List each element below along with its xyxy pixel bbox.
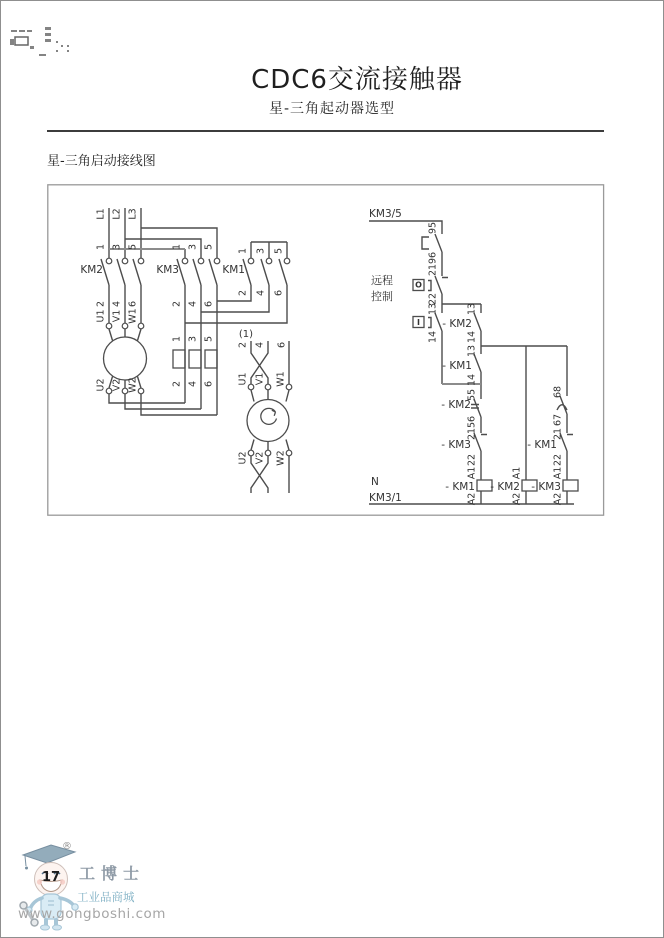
motor-terminal-label: W1	[275, 371, 287, 387]
coil-label-km3: - KM3	[531, 481, 561, 493]
motor-terminal-label: W2	[275, 450, 287, 466]
pole-label: 3	[255, 247, 267, 255]
pole-label: 4	[111, 300, 123, 308]
contact-label-km2-timed: - KM2	[441, 399, 471, 411]
pole-label: 2	[171, 300, 183, 308]
page-title: CDC6交流接触器	[251, 65, 463, 95]
pole-label: 2	[237, 289, 249, 297]
terminal-13: 13	[466, 302, 478, 316]
pole-label: 5	[203, 243, 215, 251]
rotation-arrow-icon	[261, 408, 277, 424]
pole-label: 4	[254, 341, 266, 349]
wiring-diagram	[1, 1, 664, 938]
control-circuit	[369, 208, 578, 505]
phase-label-l2: L2	[111, 208, 123, 220]
motor-terminal-label: W2	[127, 377, 139, 393]
watermark-tagline: 工业品商城	[77, 890, 135, 904]
section-label: 星-三角启动接线图	[47, 154, 156, 169]
pole-label: 1	[237, 247, 249, 255]
terminal-14: 14	[427, 330, 439, 344]
motor-terminal-label: V2	[111, 378, 123, 392]
pole-label: 6	[127, 300, 139, 308]
pole-label: 6	[276, 341, 288, 349]
coil-label-km2: - KM2	[490, 481, 520, 493]
pole-label: 5	[273, 247, 285, 255]
start-button-symbol: I	[417, 318, 420, 327]
terminal-56: 56	[466, 415, 478, 429]
overload-terminal-label: 2	[171, 380, 183, 388]
overload-terminal-label: 5	[203, 335, 215, 343]
diagram-border	[48, 185, 604, 515]
pole-label: 2	[237, 341, 249, 349]
terminal-55: 55	[466, 388, 478, 402]
terminal-a2: A2	[511, 492, 523, 506]
terminal-68: 68	[552, 385, 564, 399]
pole-label: 4	[255, 289, 267, 297]
note-label: (1)	[238, 329, 254, 340]
contact-label-km3-nc: - KM3	[441, 439, 471, 451]
terminal-22: 22	[427, 292, 439, 306]
coil-label-km1: - KM1	[445, 481, 475, 493]
power-circuit	[80, 208, 291, 493]
terminal-22: 22	[466, 453, 478, 467]
coil-km3	[563, 480, 578, 491]
terminal-21: 21	[552, 427, 564, 441]
remote-control-label: 远程	[371, 274, 393, 287]
pole-label: 1	[171, 243, 183, 251]
corner-marks	[10, 27, 69, 56]
registered-mark: ®	[62, 841, 72, 852]
contactor-label-km2: KM2	[80, 264, 103, 276]
terminal-13: 13	[466, 344, 478, 358]
pole-label: 6	[203, 300, 215, 308]
terminal-circles	[106, 258, 292, 456]
terminal-95: 95	[427, 221, 439, 235]
pole-label: 5	[127, 243, 139, 251]
terminal-22: 22	[552, 453, 564, 467]
overload-relay	[173, 350, 217, 368]
phase-label-l1: L1	[95, 208, 107, 220]
watermark-brand: 工博士	[79, 864, 146, 883]
terminal-96: 96	[427, 251, 439, 265]
contact-label-km1-aux: - KM1	[442, 360, 472, 372]
overload-terminal-label: 3	[187, 335, 199, 343]
motor-terminal-label: V1	[254, 372, 266, 386]
pole-label: 2	[95, 300, 107, 308]
phase-label-l3: L3	[127, 208, 139, 220]
motor-symbol-delta-note	[247, 400, 289, 442]
motor-symbol	[104, 337, 147, 380]
motor-terminal-label: W1	[127, 308, 139, 324]
terminal-a2: A2	[552, 492, 564, 506]
contact-label-km2-aux: - KM2	[442, 318, 472, 330]
page-number: 17	[42, 870, 61, 885]
contactor-label-km3: KM3	[156, 264, 179, 276]
pole-label: 1	[95, 243, 107, 251]
pole-label: 3	[111, 243, 123, 251]
contactor-label-km1: KM1	[222, 264, 245, 276]
pole-label: 3	[187, 243, 199, 251]
terminal-a2: A2	[466, 492, 478, 506]
remote-control-label: 控制	[371, 290, 393, 303]
motor-terminal-label: U2	[237, 451, 249, 465]
terminal-67: 67	[552, 413, 564, 427]
motor-terminal-label: V2	[254, 451, 266, 465]
terminal-a1: A1	[552, 466, 564, 480]
terminal-14: 14	[466, 373, 478, 387]
terminal-13: 13	[427, 302, 439, 316]
stop-button-symbol: O	[415, 280, 422, 290]
pole-label: 4	[187, 300, 199, 308]
motor-terminal-label: U1	[237, 372, 249, 386]
motor-terminal-label: U2	[95, 378, 107, 392]
watermark-url: www.gongboshi.com	[18, 906, 166, 922]
motor-terminal-label: V1	[111, 309, 123, 323]
neutral-label: N	[371, 476, 379, 488]
terminal-21: 21	[427, 263, 439, 277]
page-subtitle: 星-三角起动器选型	[269, 101, 396, 117]
terminal-a1: A1	[466, 466, 478, 480]
overload-terminal-label: 4	[187, 380, 199, 388]
wire-label-km35: KM3/5	[369, 208, 402, 220]
overload-terminal-label: 1	[171, 335, 183, 343]
contact-label-km1-nc: - KM1	[527, 439, 557, 451]
terminal-14: 14	[466, 330, 478, 344]
motor-terminal-label: U1	[95, 309, 107, 323]
pole-label: 6	[273, 289, 285, 297]
overload-terminal-label: 6	[203, 380, 215, 388]
terminal-21: 21	[466, 427, 478, 441]
wire-label-km31: KM3/1	[369, 492, 402, 504]
terminal-a1: A1	[511, 466, 523, 480]
